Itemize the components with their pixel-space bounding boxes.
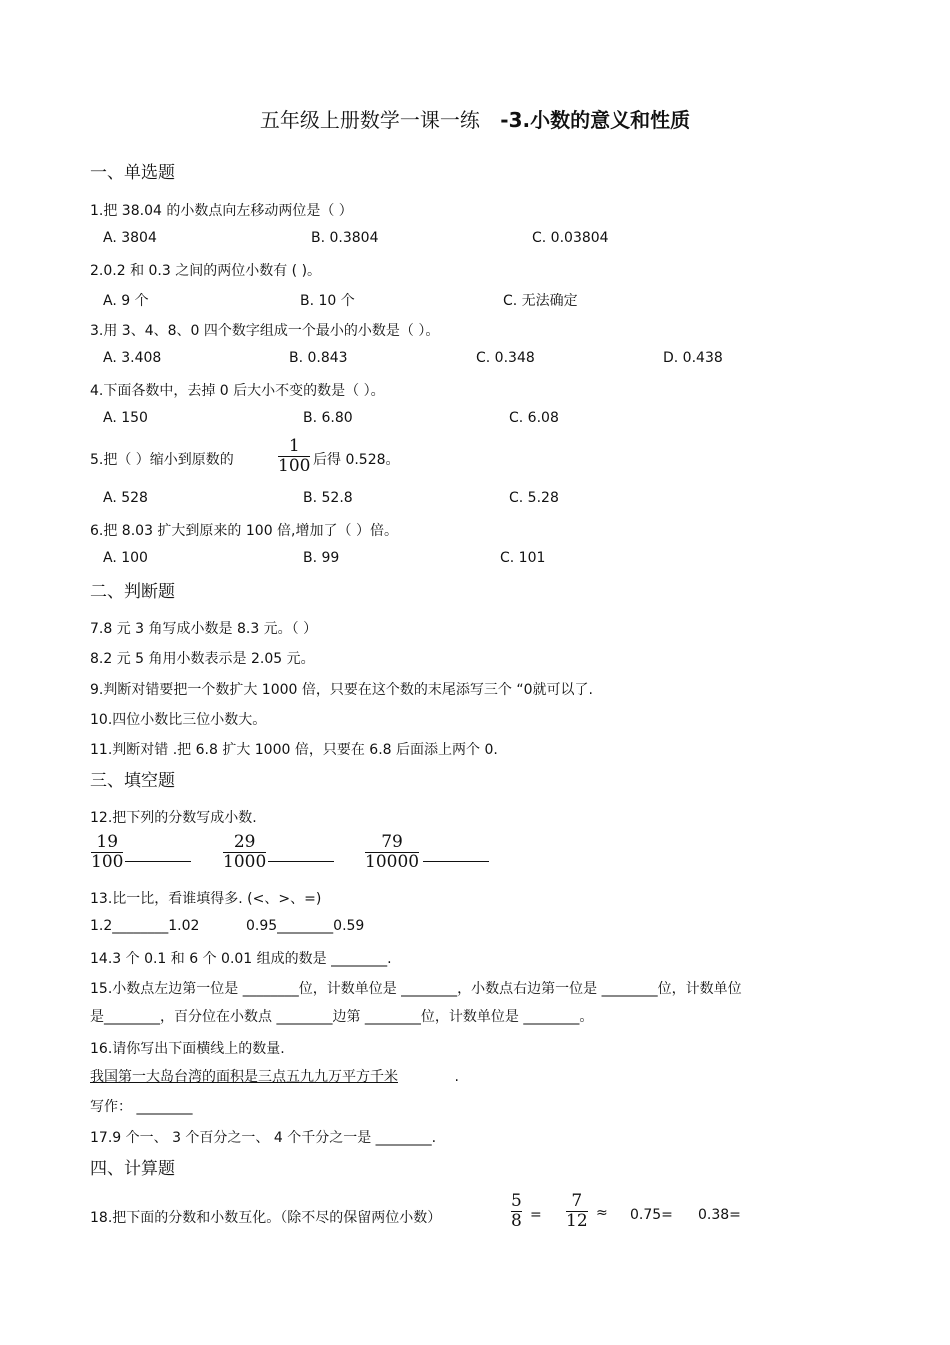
q5-option-a[interactable]: A. 528 <box>103 490 148 506</box>
q2-option-c[interactable]: C. 无法确定 <box>503 293 578 309</box>
question-4: 4.下面各数中，去掉 0 后大小不变的数是（ ）。 <box>90 383 385 399</box>
q6-option-b[interactable]: B. 99 <box>303 550 340 566</box>
q18-f1-numerator: 5 <box>511 1191 522 1211</box>
q12-fraction-2 <box>223 834 266 871</box>
q12-fraction-3 <box>365 834 419 871</box>
q1-option-c[interactable]: C. 0.03804 <box>532 230 609 246</box>
question-5-suffix: 后得 0.528。 <box>313 452 400 468</box>
q12-f3-numerator: 79 <box>381 832 403 852</box>
question-18: 18.把下面的分数和小数互化。（除不尽的保留两位小数） <box>90 1210 442 1226</box>
q18-approx: ≈ <box>596 1205 608 1221</box>
q18-decimal-1: 0.75= <box>630 1207 673 1223</box>
q12-f3-denominator: 10000 <box>365 852 420 872</box>
answer-blank[interactable] <box>125 861 191 862</box>
q12-f1-denominator: 100 <box>91 852 124 872</box>
answer-blank[interactable] <box>268 861 334 862</box>
q18-decimal-2: 0.38= <box>698 1207 741 1223</box>
section-single-choice: 一、单选题 <box>90 163 175 183</box>
section-calculation: 四、计算题 <box>90 1159 175 1179</box>
q16-write-answer: 写作： ________ <box>90 1099 193 1115</box>
q4-option-c[interactable]: C. 6.08 <box>509 410 559 426</box>
q12-fraction-1 <box>91 834 123 871</box>
question-15-line-1: 15.小数点左边第一位是 ________位，计数单位是 ________，小数点右边第一位是 ________位，计数单位 <box>90 981 742 997</box>
question-9: 9.判断对错要把一个数扩大 1000 倍，只要在这个数的末尾添写三个 “0就可以了. <box>90 682 593 698</box>
q13-compare-1: 1.2________1.02 <box>90 918 200 934</box>
question-14: 14.3 个 0.1 和 6 个 0.01 组成的数是 ________. <box>90 951 392 967</box>
q18-f2-numerator: 7 <box>571 1191 583 1211</box>
question-16: 16.请你写出下面横线上的数量. <box>90 1041 285 1057</box>
question-2: 2.0.2 和 0.3 之间的两位小数有 ( )。 <box>90 263 322 279</box>
q18-equals: = <box>530 1207 542 1223</box>
section-fill-blank: 三、填空题 <box>90 771 175 791</box>
answer-blank[interactable] <box>423 861 489 862</box>
q5-option-c[interactable]: C. 5.28 <box>509 490 559 506</box>
q6-option-c[interactable]: C. 101 <box>500 550 546 566</box>
q3-option-b[interactable]: B. 0.843 <box>289 350 348 366</box>
question-17: 17.9 个一、 3 个百分之一、 4 个千分之一是 ________. <box>90 1130 437 1146</box>
q18-fraction-2 <box>566 1193 588 1230</box>
q16-period: . <box>454 1069 459 1085</box>
q18-f2-denominator: 12 <box>566 1211 588 1231</box>
q5-option-b[interactable]: B. 52.8 <box>303 490 353 506</box>
question-11: 11.判断对错 .把 6.8 扩大 1000 倍，只要在 6.8 后面添上两个 0. <box>90 742 498 758</box>
question-6: 6.把 8.03 扩大到原来的 100 倍,增加了（ ）倍。 <box>90 523 398 539</box>
q6-option-a[interactable]: A. 100 <box>103 550 148 566</box>
question-8: 8.2 元 5 角用小数表示是 2.05 元。 <box>90 651 315 667</box>
q4-option-a[interactable]: A. 150 <box>103 410 148 426</box>
q5-fraction-numerator: 1 <box>288 436 300 456</box>
question-13: 13.比一比，看谁填得多. (<、>、=) <box>90 891 322 907</box>
q4-option-b[interactable]: B. 6.80 <box>303 410 353 426</box>
question-10: 10.四位小数比三位小数大。 <box>90 712 267 728</box>
question-12: 12.把下列的分数写成小数. <box>90 810 257 826</box>
q13-compare-2: 0.95________0.59 <box>246 918 365 934</box>
question-7: 7.8 元 3 角写成小数是 8.3 元。（ ） <box>90 621 318 637</box>
q2-option-a[interactable]: A. 9 个 <box>103 293 149 309</box>
q3-option-d[interactable]: D. 0.438 <box>663 350 723 366</box>
question-1: 1.把 38.04 的小数点向左移动两位是（ ） <box>90 203 353 219</box>
title-main: 五年级上册数学一课一练 <box>259 108 480 132</box>
q3-option-c[interactable]: C. 0.348 <box>476 350 535 366</box>
q16-underlined-quantity: 我国第一大岛台湾的面积是三点五九九万平方千米 <box>90 1069 398 1085</box>
q12-f2-denominator: 1000 <box>223 852 267 872</box>
q5-fraction-denominator: 100 <box>278 456 311 476</box>
question-5-prefix: 5.把（ ）缩小到原数的 <box>90 452 234 468</box>
q1-option-a[interactable]: A. 3804 <box>103 230 157 246</box>
q12-f1-numerator: 19 <box>96 832 119 852</box>
q3-option-a[interactable]: A. 3.408 <box>103 350 162 366</box>
section-true-false: 二、判断题 <box>90 582 175 602</box>
question-3: 3.用 3、4、8、0 四个数字组成一个最小的小数是（ ）。 <box>90 323 440 339</box>
q2-option-b[interactable]: B. 10 个 <box>300 293 355 309</box>
question-15-line-2: 是________，百分位在小数点 ________边第 ________位，计数单位是 ________。 <box>90 1009 594 1025</box>
q18-f1-denominator: 8 <box>511 1211 522 1231</box>
q18-fraction-1 <box>511 1193 522 1230</box>
q5-fraction <box>278 438 310 475</box>
q1-option-b[interactable]: B. 0.3804 <box>311 230 379 246</box>
q12-f2-numerator: 29 <box>233 832 256 852</box>
page-title <box>0 104 950 133</box>
title-sub: -3.小数的意义和性质 <box>500 108 691 132</box>
q16-statement <box>90 1066 459 1086</box>
